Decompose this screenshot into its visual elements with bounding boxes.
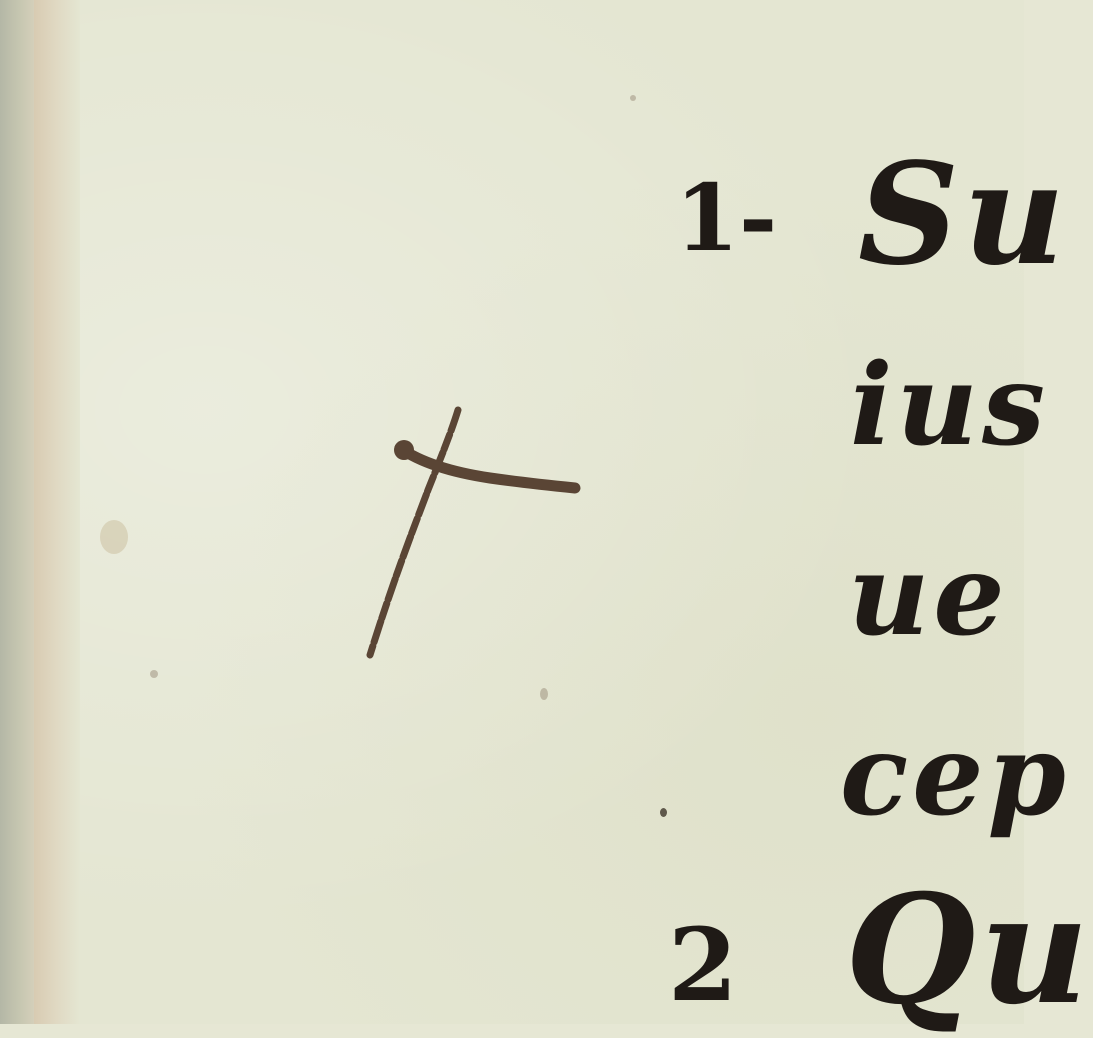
line-number-1: 1- xyxy=(675,164,778,272)
page-edge-shadow xyxy=(0,0,34,1024)
paper-speck xyxy=(660,808,667,817)
paper-speck xyxy=(630,95,636,101)
line-number-2: 2 xyxy=(668,906,738,1024)
text-line-5: Qu xyxy=(845,862,1093,1038)
text-line-1: Su xyxy=(858,133,1069,297)
paper-speck xyxy=(150,670,158,678)
paper-speck xyxy=(540,688,548,700)
text-line-2: ius xyxy=(850,340,1050,471)
page-edge-fold xyxy=(34,0,80,1024)
paper-speck xyxy=(100,520,128,554)
text-line-3: ue xyxy=(848,530,1009,661)
text-line-4: cep xyxy=(840,710,1070,841)
cross-mark-icon xyxy=(360,400,590,670)
